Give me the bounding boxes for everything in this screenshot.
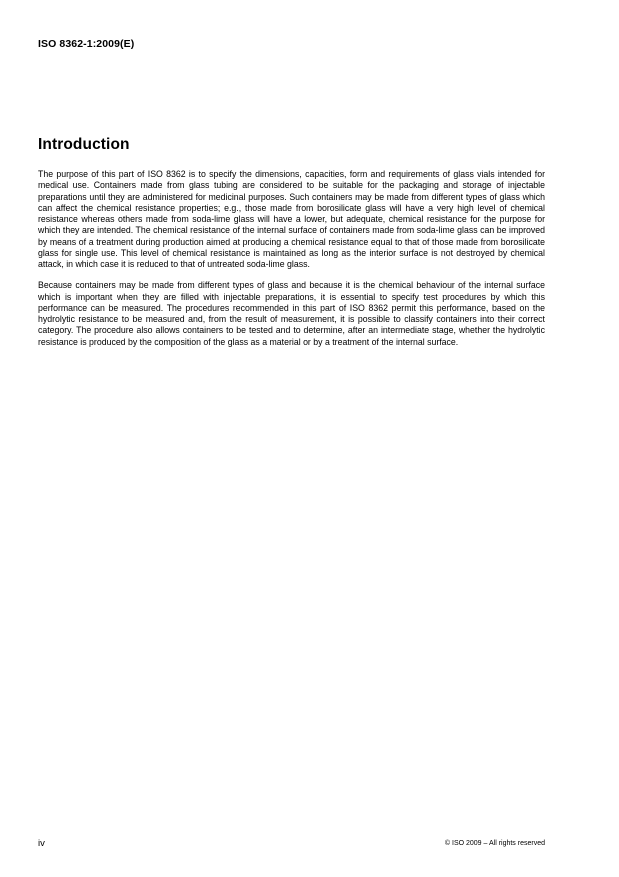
section-body bbox=[38, 169, 545, 358]
paragraph-purpose: The purpose of this part of ISO 8362 is to specify the dimensions, capacities, form and requirements of glass vials intended for medical use. Containers made from glass tubing are considered to be suitable for the packaging and storage of injectable preparations until they are administered for medicinal purposes. Such containers may be made from different types of glass which can affect the chemical resistance properties; e.g., those made from borosilicate glass will have a very high level of chemical resistance whereas others made from soda-lime glass will have a lower, but adequate, chemical resistance for the purpose for which they are intended. The chemical resistance of the internal surface of containers made from soda-lime glass can be improved by means of a treatment during production aimed at producing a chemical resistance equal to that of those made from borosilicate glass for single use. This level of chemical resistance is maintained as long as the interior surface is not destroyed by chemical attack, in which case it is reduced to that of untreated soda-lime glass. bbox=[38, 169, 545, 269]
copyright-notice: © ISO 2009 – All rights reserved bbox=[444, 840, 545, 847]
page-number: iv bbox=[38, 838, 45, 849]
paragraph-test-procedures: Because containers may be made from different types of glass and because it is the chemical behaviour of the internal surface which is important when they are filled with injectable preparations, it is essential to specify test procedures by which this performance can be measured. The procedures recommended in this part of ISO 8362 permit this performance, based on the hydrolytic resistance to be measured and, from the result of measurement, it is possible to classify containers into their correct category. The procedure also allows containers to be tested and to determine, after an intermediate stage, whether the hydrolytic resistance is produced by the composition of the glass as a material or by a treatment of the internal surface. bbox=[38, 280, 545, 347]
document-id-header: ISO 8362-1:2009(E) bbox=[38, 38, 135, 50]
section-title: Introduction bbox=[38, 136, 130, 153]
